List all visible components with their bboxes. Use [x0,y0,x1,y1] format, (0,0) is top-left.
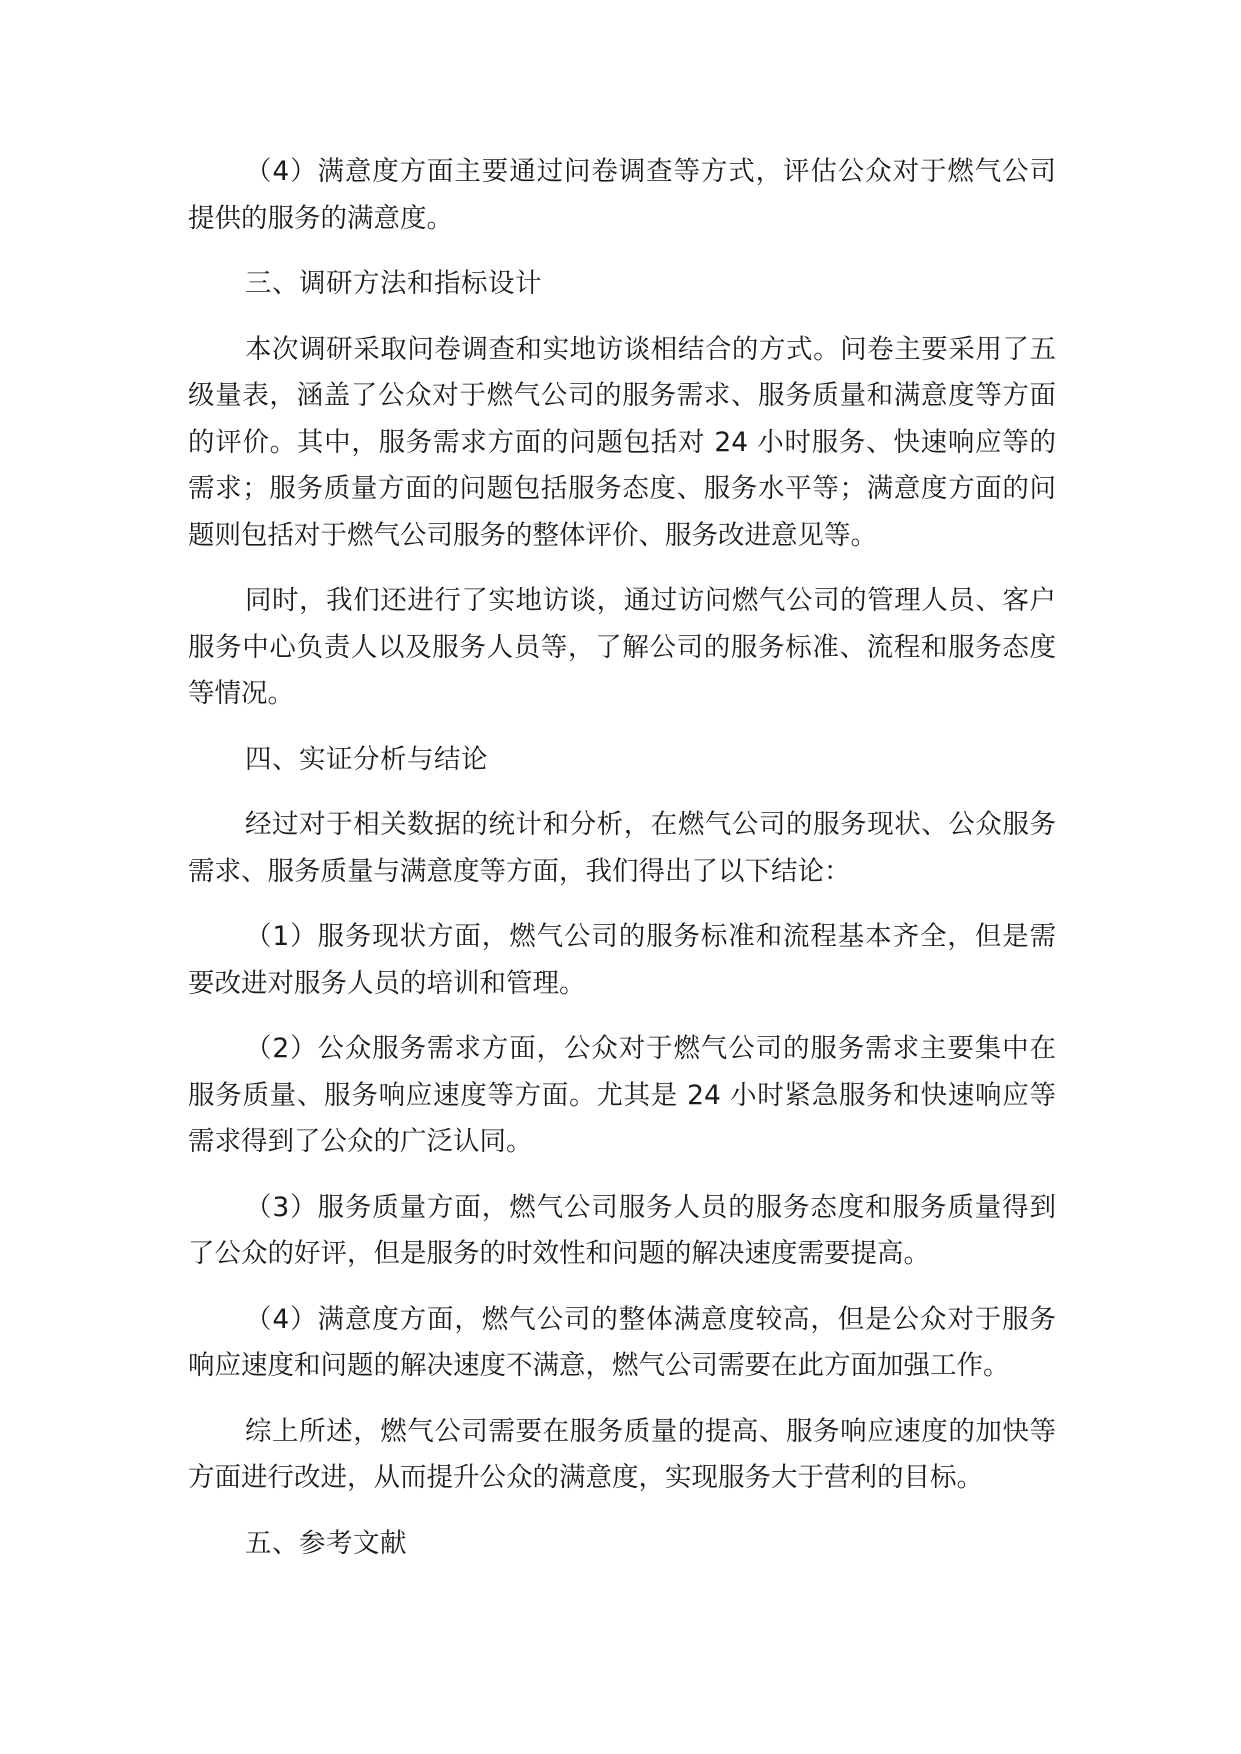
paragraph-conclusion-4: （4）满意度方面，燃气公司的整体满意度较高，但是公众对于服务响应速度和问题的解决速度不满意，燃气公司需要在此方面加强工作。 [188,1303,1056,1381]
section-heading-4: 四、实证分析与结论 [245,743,488,775]
section-heading-5: 五、参考文献 [245,1527,407,1559]
paragraph-field-interview: 同时，我们还进行了实地访谈，通过访问燃气公司的管理人员、客户服务中心负责人以及服务人员等，了解公司的服务标准、流程和服务态度等情况。 [188,585,1056,709]
paragraph-survey-method: 本次调研采取问卷调查和实地访谈相结合的方式。问卷主要采用了五级量表，涵盖了公众对于燃气公司的服务需求、服务质量和满意度等方面的评价。其中，服务需求方面的问题包括对 24 小时服务、快速响应等的需求；服务质量方面的问题包括服务态度、服务水平等；满意度方面的问题则包括对于燃气公司服务的整体评价、服务改进意见等。 [188,333,1056,551]
paragraph-conclusion-1: （1）服务现状方面，燃气公司的服务标准和流程基本齐全，但是需要改进对服务人员的培训和管理。 [188,921,1056,999]
section-heading-3: 三、调研方法和指标设计 [245,268,542,299]
paragraph-conclusion-3: （3）服务质量方面，燃气公司服务人员的服务态度和服务质量得到了公众的好评，但是服务的时效性和问题的解决速度需要提高。 [188,1191,1056,1269]
paragraph-satisfaction-method: （4）满意度方面主要通过问卷调查等方式，评估公众对于燃气公司提供的服务的满意度。 [188,156,1056,234]
document-body [188,149,1056,1586]
paragraph-conclusion-2: （2）公众服务需求方面，公众对于燃气公司的服务需求主要集中在服务质量、服务响应速度等方面。尤其是 24 小时紧急服务和快速响应等需求得到了公众的广泛认同。 [188,1033,1056,1157]
paragraph-summary: 综上所述，燃气公司需要在服务质量的提高、服务响应速度的加快等方面进行改进，从而提升公众的满意度，实现服务大于营利的目标。 [188,1415,1056,1493]
paragraph-analysis-intro: 经过对于相关数据的统计和分析，在燃气公司的服务现状、公众服务需求、服务质量与满意度等方面，我们得出了以下结论： [188,809,1056,887]
